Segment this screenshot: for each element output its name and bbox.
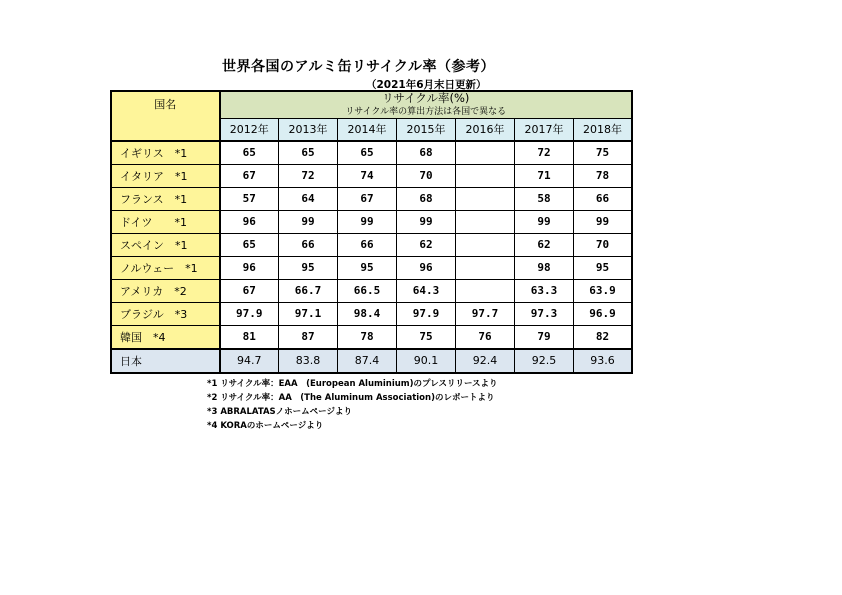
rate-cell: 57 [220,187,279,210]
footnote: *3 ABRALATASノホームページより [207,407,353,417]
page-title: 世界各国のアルミ缶リサイクル率（参考） [222,59,495,75]
year-header: 2013年 [279,118,338,141]
rate-cell: 99 [338,210,397,233]
rate-cell: 95 [574,256,632,279]
rate-cell: 70 [397,164,456,187]
footnotes [207,377,498,433]
footnote: *4 KORAのホームページより [207,421,324,431]
rate-cell: 78 [338,325,397,349]
table-row [112,279,632,302]
rate-cell: 65 [338,141,397,165]
rate-cell: 99 [574,210,632,233]
rate-cell: 92.4 [456,349,515,373]
rate-cell: 76 [456,325,515,349]
rate-cell: 96 [397,256,456,279]
rate-cell: 96.9 [574,302,632,325]
rate-cell: 64 [279,187,338,210]
table-row [112,210,632,233]
footnote: *1 リサイクル率：EAA (European Aluminium)のプレスリリースより [207,379,498,389]
table-row [112,349,632,373]
update-date: （2021年6月末日更新） [366,79,487,91]
recycle-rate-title: リサイクル率(%) [382,91,470,105]
rate-cell: 72 [515,141,574,165]
rate-cell: 94.7 [220,349,279,373]
rate-cell: 62 [515,233,574,256]
rate-cell: 83.8 [279,349,338,373]
country-name: ノルウェー *1 [112,256,220,279]
rate-cell: 98.4 [338,302,397,325]
recycle-rate-header [220,92,632,119]
rate-cell [456,279,515,302]
rate-cell: 58 [515,187,574,210]
rate-cell: 67 [220,279,279,302]
rate-cell: 66 [279,233,338,256]
table-row [112,302,632,325]
rate-cell: 87.4 [338,349,397,373]
rate-cell: 67 [220,164,279,187]
rate-cell: 70 [574,233,632,256]
year-header: 2018年 [574,118,632,141]
table-row [112,164,632,187]
rate-cell: 68 [397,141,456,165]
rate-cell [456,141,515,165]
rate-cell: 79 [515,325,574,349]
rate-cell: 90.1 [397,349,456,373]
rate-cell: 99 [397,210,456,233]
rate-cell: 96 [220,256,279,279]
rate-cell [456,233,515,256]
year-header: 2012年 [220,118,279,141]
rate-cell: 66.5 [338,279,397,302]
table-row [112,233,632,256]
rate-cell [456,187,515,210]
rate-cell: 71 [515,164,574,187]
rate-cell: 65 [279,141,338,165]
country-header: 国名 [112,92,220,141]
year-header: 2014年 [338,118,397,141]
recycle-rate-note: リサイクル率の算出方法は各国で異なる [345,106,507,117]
country-name: アメリカ *2 [112,279,220,302]
rate-cell: 87 [279,325,338,349]
rate-cell: 74 [338,164,397,187]
year-header: 2017年 [515,118,574,141]
rate-cell: 93.6 [574,349,632,373]
country-name: ドイツ *1 [112,210,220,233]
year-header: 2016年 [456,118,515,141]
country-name: イギリス *1 [112,141,220,165]
rate-cell: 67 [338,187,397,210]
table-row [112,141,632,165]
rate-cell: 92.5 [515,349,574,373]
rate-cell: 66 [338,233,397,256]
table-row [112,256,632,279]
rate-cell: 98 [515,256,574,279]
table-row [112,187,632,210]
rate-cell: 81 [220,325,279,349]
country-name: イタリア *1 [112,164,220,187]
rate-cell: 66 [574,187,632,210]
rate-cell: 95 [279,256,338,279]
table-row [112,325,632,349]
rate-cell: 78 [574,164,632,187]
rate-cell: 65 [220,141,279,165]
year-header: 2015年 [397,118,456,141]
rate-cell: 97.9 [397,302,456,325]
rate-cell [456,256,515,279]
rate-cell: 64.3 [397,279,456,302]
country-name: スペイン *1 [112,233,220,256]
rate-cell: 97.7 [456,302,515,325]
rate-cell: 63.3 [515,279,574,302]
country-name: フランス *1 [112,187,220,210]
footnote: *2 リサイクル率：AA (The Aluminum Association)のレポートより [207,393,495,403]
country-name: 日本 [112,349,220,373]
rate-cell: 99 [515,210,574,233]
rate-cell: 75 [574,141,632,165]
rate-cell: 62 [397,233,456,256]
rate-cell: 97.3 [515,302,574,325]
rate-cell: 63.9 [574,279,632,302]
rate-cell [456,210,515,233]
rate-cell: 65 [220,233,279,256]
rate-cell: 97.1 [279,302,338,325]
rate-cell: 97.9 [220,302,279,325]
country-name: 韓国 *4 [112,325,220,349]
rate-cell: 68 [397,187,456,210]
rate-cell: 99 [279,210,338,233]
recycle-rate-table [111,91,632,373]
rate-cell: 75 [397,325,456,349]
rate-cell: 66.7 [279,279,338,302]
rate-cell: 95 [338,256,397,279]
country-name: ブラジル *3 [112,302,220,325]
rate-cell [456,164,515,187]
rate-cell: 96 [220,210,279,233]
rate-cell: 72 [279,164,338,187]
rate-cell: 82 [574,325,632,349]
